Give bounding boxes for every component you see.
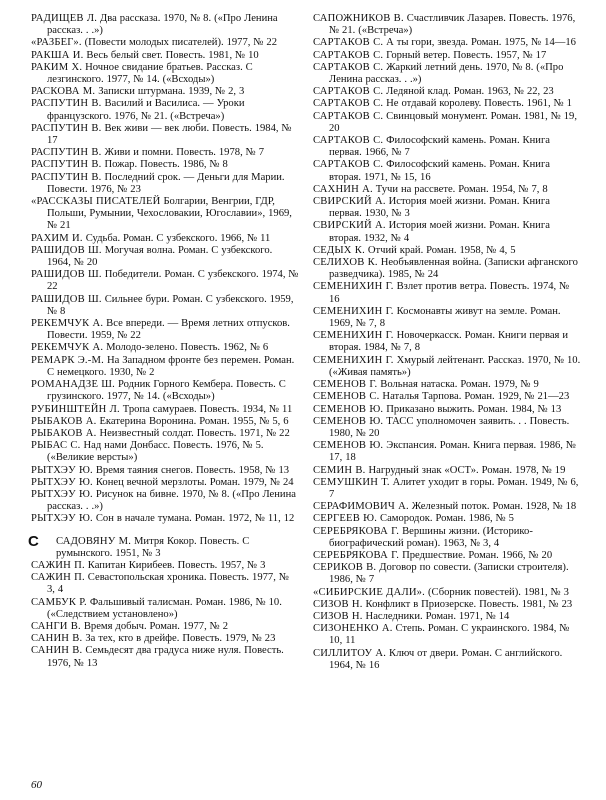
entry-text: Весь белый свет. Повесть. 1981, № 10	[86, 49, 259, 61]
entry-text: Рисунок на бивне. 1970, № 8. («Про Ленина рассказ. . .»)	[47, 488, 296, 513]
entry-author: СЕМЕНОВ Г.	[313, 379, 378, 391]
bibliography-entry	[31, 98, 299, 122]
entry-author: СИЛЛИТОУ А.	[313, 647, 387, 659]
entry-text: Последний срок. — Деньги для Марии. Повести. 1976, № 23	[47, 171, 285, 195]
entry-text: Философский камень. Роман. Книга вторая. 1971, № 15, 16	[329, 159, 550, 183]
entry-author: СЕМЕНИХИН Г.	[313, 281, 394, 293]
entry-text: Болгарии, Венгрии, ГДР, Польши, Румынии, Чехословакии, Югославии», 1969, № 21	[47, 196, 292, 232]
entry-author: СЕРЕБРЯКОВА Г.	[313, 525, 400, 537]
entry-author: СВИРСКИЙ А.	[313, 220, 386, 232]
entry-author: САНИН В.	[31, 645, 83, 657]
entry-author: РОМАНАДЗЕ Ш.	[31, 379, 115, 391]
entry-text: Семьдесят два градуса ниже нуля. Повесть. 1976, № 13	[47, 645, 284, 669]
entry-author: РАКША И.	[31, 49, 84, 61]
bibliography-entry	[31, 379, 299, 403]
left-column	[28, 13, 299, 670]
entry-author: СЕМЕНОВ Ю.	[313, 415, 384, 427]
bibliography-entry	[313, 623, 581, 647]
bibliography-entry	[313, 416, 581, 440]
bibliography-entry	[31, 621, 299, 633]
bibliography-entry	[313, 648, 581, 672]
entry-text: Наталья Тарпова. Роман. 1929, № 21—23	[382, 391, 570, 403]
entry-text: Алитет уходит в горы. Роман. 1949, № 6, 7	[329, 476, 579, 500]
section-spacer	[31, 526, 299, 536]
bibliography-entry	[313, 550, 581, 562]
entry-text: Записки штурмана. 1939, № 2, 3	[98, 86, 245, 98]
entry-author: СЕМЕНИХИН Г.	[313, 305, 394, 317]
entry-author: РАСПУТИН В.	[31, 98, 102, 110]
bibliography-entry	[31, 196, 299, 233]
entry-text: Все впереди. — Время летних отпусков. Повести. 1959, № 22	[47, 318, 290, 342]
bibliography-entry	[31, 489, 299, 513]
entry-author: «СИБИРСКИЕ ДАЛИ».	[313, 586, 426, 598]
entry-text: Отчий край. Роман. 1958, № 4, 5	[367, 244, 516, 256]
entry-author: САРТАКОВ С.	[313, 86, 384, 98]
entry-text: Конец вечной мерзлоты. Роман. 1979, № 24	[95, 476, 294, 488]
bibliography-entry	[31, 572, 299, 596]
bibliography-entry	[31, 318, 299, 342]
entry-text: Фальшивый талисман. Роман. 1986, № 10. («Следствием установлено»)	[47, 596, 282, 620]
entry-text: Наследники. Роман. 1971, № 14	[365, 610, 510, 622]
bibliography-entry	[31, 62, 299, 86]
entry-author: РЫБАКОВ А.	[31, 415, 97, 427]
entry-text: Могучая волна. Роман. С узбекского. 1964, № 20	[47, 244, 273, 269]
entry-text: Победители. Роман. С узбекского. 1974, № 22	[47, 269, 299, 293]
entry-text: (Сборник повестей). 1981, № 3	[427, 586, 569, 598]
entry-author: РЕКЕМЧУК А.	[31, 318, 104, 330]
entry-text: Железный поток. Роман. 1928, № 18	[411, 501, 577, 513]
bibliography-entry	[31, 536, 299, 560]
entry-text: Митря Кокор. Повесть. С румынского. 1951, № 3	[56, 535, 250, 559]
entry-text: Екатерина Воронина. Роман. 1955, № 5, 6	[99, 415, 289, 427]
entry-text: Свинцовый монумент. Роман. 1981, № 19, 20	[329, 110, 577, 134]
bibliography-entry	[31, 645, 299, 669]
entry-author: СЕРИКОВ В.	[313, 562, 377, 574]
bibliography-entry	[313, 13, 581, 37]
entry-author: РЫТХЭУ Ю.	[31, 464, 93, 476]
entry-text: На Западном фронте без перемен. Роман. С немецкого. 1930, № 2	[47, 354, 295, 378]
bibliography-entry	[313, 477, 581, 501]
entry-text: Вершины жизни. (Историко-биографический роман). 1963, № 3, 4	[329, 525, 533, 549]
entry-text: (Повести молодых писателей). 1977, № 22	[84, 37, 278, 49]
bibliography-entry	[31, 147, 299, 159]
entry-author: СЕМИН В.	[313, 464, 366, 476]
bibliography-entry	[313, 587, 581, 599]
entry-text: Степь. Роман. С украинского. 1984, № 10, 11	[329, 623, 570, 647]
entry-author: РАСПУТИН В.	[31, 147, 102, 159]
bibliography-entry	[31, 416, 299, 428]
bibliography-entry	[31, 269, 299, 293]
bibliography-entry	[313, 281, 581, 305]
bibliography-entry	[31, 13, 299, 37]
entry-author: САРТАКОВ С.	[313, 135, 384, 147]
entry-author: СИЗОНЕНКО А.	[313, 623, 393, 635]
entry-author: РАДИЩЕВ Л.	[31, 13, 98, 24]
bibliography-entry	[313, 599, 581, 611]
entry-author: «РАЗБЕГ».	[31, 37, 82, 49]
entry-text: Капитан Кирибеев. Повесть. 1957, № 3	[87, 559, 266, 571]
entry-author: СВИРСКИЙ А.	[313, 196, 386, 208]
entry-author: РЕМАРК Э.-М.	[31, 354, 104, 366]
entry-author: РАСКОВА М.	[31, 86, 96, 98]
entry-author: СИЗОВ Н.	[313, 610, 363, 622]
bibliography-entry	[313, 501, 581, 513]
entry-list-s-continued	[313, 13, 581, 672]
entry-text: Конфликт в Приозерске. Повесть. 1981, № 23	[365, 598, 573, 610]
entry-author: РАКИМ Х.	[31, 61, 83, 73]
entry-author: САДОВЯНУ М.	[56, 535, 132, 547]
bibliography-entry	[31, 342, 299, 354]
entry-text: Судьба. Роман. С узбекского. 1966, № 11	[85, 232, 271, 244]
entry-author: САРТАКОВ С.	[313, 159, 384, 171]
bibliography-entry	[31, 37, 299, 49]
bibliography-entry	[313, 62, 581, 86]
entry-author: РЫТХЭУ Ю.	[31, 513, 93, 525]
bibliography-entry	[31, 123, 299, 147]
entry-author: САРТАКОВ С.	[313, 110, 384, 122]
right-column	[313, 13, 581, 672]
entry-text: Вольная натаска. Роман. 1979, № 9	[380, 379, 539, 391]
bibliography-entry	[31, 597, 299, 621]
bibliography-entry	[313, 37, 581, 49]
entry-author: СЕМЕНИХИН Г.	[313, 354, 394, 366]
entry-author: САНГИ В.	[31, 620, 81, 632]
entry-author: СЕРАФИМОВИЧ А.	[313, 501, 409, 513]
bibliography-entry	[313, 611, 581, 623]
entry-author: РАСПУТИН В.	[31, 122, 102, 134]
entry-author: СЕМУШКИН Т.	[313, 476, 390, 488]
entry-text: Над нами Донбасс. Повесть. 1976, № 5. («Великие версты»)	[47, 440, 264, 464]
bibliography-entry	[313, 220, 581, 244]
entry-text: Молодо-зелено. Повесть. 1962, № 6	[106, 342, 269, 354]
entry-author: СИЗОВ Н.	[313, 598, 363, 610]
entry-text: Хмурый лейтенант. Рассказ. 1970, № 10. («Живая память»)	[329, 354, 581, 378]
entry-text: Ледяной клад. Роман. 1963, № 22, 23	[386, 86, 554, 98]
entry-author: РЫБАКОВ А.	[31, 427, 97, 439]
entry-text: Экспансия. Роман. Книга первая. 1986, № 17, 18	[329, 440, 577, 464]
entry-text: Самородок. Роман. 1986, № 5	[380, 513, 514, 525]
entry-text: Сильнее бури. Роман. С узбекского. 1959, № 8	[47, 293, 294, 317]
entry-text: Предшествие. Роман. 1966, № 20	[402, 549, 553, 561]
entry-text: Сон в начале тумана. Роман. 1972, № 11, 12	[95, 513, 295, 525]
entry-author: РУБИНШТЕЙН Л.	[31, 403, 120, 415]
bibliography-entry	[313, 184, 581, 196]
entry-author: САХНИН А.	[313, 183, 373, 195]
entry-author: РАШИДОВ Ш.	[31, 293, 102, 305]
entry-text: Ночное свидание братьев. Рассказ. С лезгинского. 1977, № 14. («Всходы»)	[47, 61, 253, 86]
bibliography-entry	[31, 428, 299, 440]
entry-author: РЕКЕМЧУК А.	[31, 342, 104, 354]
entry-author: СЕМЕНОВ Ю.	[313, 403, 384, 415]
entry-text: История моей жизни. Роман. Книга вторая. 1932, № 4	[329, 220, 550, 244]
bibliography-entry	[31, 159, 299, 171]
bibliography-entry	[313, 159, 581, 183]
entry-author: РАСПУТИН В.	[31, 171, 102, 183]
bibliography-entry	[313, 50, 581, 62]
entry-author: СЕМЕНОВ Ю.	[313, 440, 384, 452]
entry-author: СЕМЕНОВ С.	[313, 391, 380, 403]
bibliography-entry	[313, 513, 581, 525]
entry-text: Век живи — век люби. Повесть. 1984, № 17	[47, 122, 292, 147]
bibliography-entry	[313, 245, 581, 257]
bibliography-entry	[31, 633, 299, 645]
entry-author: САРТАКОВ С.	[313, 49, 384, 61]
bibliography-entry	[313, 135, 581, 159]
bibliography-entry	[31, 233, 299, 245]
bibliography-entry	[31, 513, 299, 525]
bibliography-entry	[31, 245, 299, 269]
entry-text: Тучи на рассвете. Роман. 1954, № 7, 8	[375, 183, 548, 195]
entry-text: Тропа самураев. Повесть. 1934, № 11	[122, 403, 293, 415]
entry-author: РАСПУТИН В.	[31, 159, 102, 171]
section-letter: С	[28, 532, 39, 550]
entry-text: Космонавты живут на земле. Роман. 1969, № 7, 8	[329, 305, 561, 330]
entry-author: САЖИН П.	[31, 572, 85, 584]
bibliography-entry	[313, 391, 581, 403]
entry-text: Севастопольская хроника. Повесть. 1977, № 3, 4	[47, 572, 289, 596]
page-number: 60	[31, 779, 42, 791]
entry-author: РЫБАС С.	[31, 440, 81, 452]
bibliography-entry	[31, 477, 299, 489]
bibliography-entry	[313, 98, 581, 110]
bibliography-entry	[313, 526, 581, 550]
entry-text: Философский камень. Роман. Книга первая. 1966, № 7	[329, 135, 550, 159]
bibliography-entry	[313, 330, 581, 354]
section-s	[28, 532, 299, 670]
bibliography-entry	[313, 562, 581, 586]
bibliography-entry	[31, 560, 299, 572]
entry-text: Живи и помни. Повесть. 1978, № 7	[104, 147, 265, 159]
entry-author: СЕЛИХОВ К.	[313, 257, 378, 269]
entry-list-s	[31, 536, 299, 670]
entry-text: Горный ветер. Повесть. 1957, № 17	[386, 49, 547, 61]
entry-text: Не отдавай королеву. Повесть. 1961, № 1	[386, 98, 572, 110]
entry-author: СЕДЫХ К.	[313, 244, 365, 256]
entry-list-r	[31, 13, 299, 526]
entry-author: САРТАКОВ С.	[313, 61, 384, 73]
entry-author: САМБУК Р.	[31, 596, 87, 608]
entry-text: Родник Горного Кембера. Повесть. С грузинского. 1977, № 14. («Всходы»)	[47, 379, 286, 403]
entry-text: Два рассказа. 1970, № 8. («Про Ленина рассказ. . .»)	[47, 13, 278, 37]
entry-author: РАШИДОВ Ш.	[31, 269, 102, 281]
entry-text: Ключ от двери. Роман. С английского. 1964, № 16	[329, 647, 563, 671]
entry-text: Время добыч. Роман. 1977, № 2	[83, 620, 229, 632]
bibliography-entry	[31, 86, 299, 98]
bibliography-entry	[313, 440, 581, 464]
entry-text: Счастливчик Лазарев. Повесть. 1976, № 21. («Встреча»)	[329, 13, 576, 37]
entry-text: За тех, кто в дрейфе. Повесть. 1979, № 23	[85, 633, 276, 645]
entry-text: Время таяния снегов. Повесть. 1958, № 13	[95, 464, 290, 476]
entry-text: Необъявленная война. (Записки афганского разведчика). 1985, № 24	[329, 257, 578, 281]
bibliography-entry	[313, 196, 581, 220]
entry-author: РАШИДОВ Ш.	[31, 244, 102, 256]
bibliography-entry	[313, 379, 581, 391]
entry-text: Василий и Василиса. — Уроки французского. 1976, № 21. («Встреча»)	[47, 98, 245, 122]
entry-author: СЕРГЕЕВ Ю.	[313, 513, 378, 525]
entry-text: Взлет против ветра. Повесть. 1974, № 16	[329, 281, 570, 305]
bibliography-entry	[313, 355, 581, 379]
entry-text: Пожар. Повесть. 1986, № 8	[104, 159, 228, 171]
entry-text: Нагрудный знак «ОСТ». Роман. 1978, № 19	[368, 464, 566, 476]
bibliography-entry	[313, 111, 581, 135]
bibliography-entry	[31, 440, 299, 464]
entry-text: История моей жизни. Роман. Книга первая. 1930, № 3	[329, 196, 550, 220]
bibliography-entry	[313, 404, 581, 416]
entry-text: Жаркий летний день. 1970, № 8. («Про Ленина рассказ. . .»)	[329, 61, 564, 86]
entry-text: Приказано выжить. Роман. 1984, № 13	[386, 403, 562, 415]
entry-text: Неизвестный солдат. Повесть. 1971, № 22	[99, 427, 290, 439]
bibliography-entry	[31, 355, 299, 379]
bibliography-entry	[313, 86, 581, 98]
bibliography-entry	[31, 294, 299, 318]
entry-author: САНИН В.	[31, 633, 83, 645]
entry-author: САПОЖНИКОВ В.	[313, 13, 404, 24]
entry-text: Договор по совести. (Записки строителя). 1986, № 7	[329, 562, 569, 586]
entry-text: А ты гори, звезда. Роман. 1975, № 14—16	[386, 37, 576, 49]
entry-author: САРТАКОВ С.	[313, 37, 384, 49]
bibliography-entry	[31, 50, 299, 62]
entry-author: СЕМЕНИХИН Г.	[313, 330, 394, 342]
bibliography-entry	[31, 465, 299, 477]
entry-author: САРТАКОВ С.	[313, 98, 384, 110]
entry-text: ТАСС уполномочен заявить. . . Повесть. 1980, № 20	[329, 415, 570, 439]
bibliography-entry	[313, 465, 581, 477]
entry-author: САЖИН П.	[31, 559, 85, 571]
entry-author: РАХИМ И.	[31, 232, 83, 244]
entry-text: Новочеркасск. Роман. Книги первая и вторая. 1984, № 7, 8	[329, 330, 569, 354]
bibliography-entry	[313, 257, 581, 281]
entry-author: «РАССКАЗЫ ПИСАТЕЛЕЙ	[31, 196, 161, 208]
bibliography-entry	[313, 306, 581, 330]
entry-author: РЫТХЭУ Ю.	[31, 476, 93, 488]
bibliography-entry	[31, 404, 299, 416]
bibliography-entry	[31, 172, 299, 196]
entry-author: СЕРЕБРЯКОВА Г.	[313, 549, 400, 561]
entry-author: РЫТХЭУ Ю.	[31, 488, 93, 500]
